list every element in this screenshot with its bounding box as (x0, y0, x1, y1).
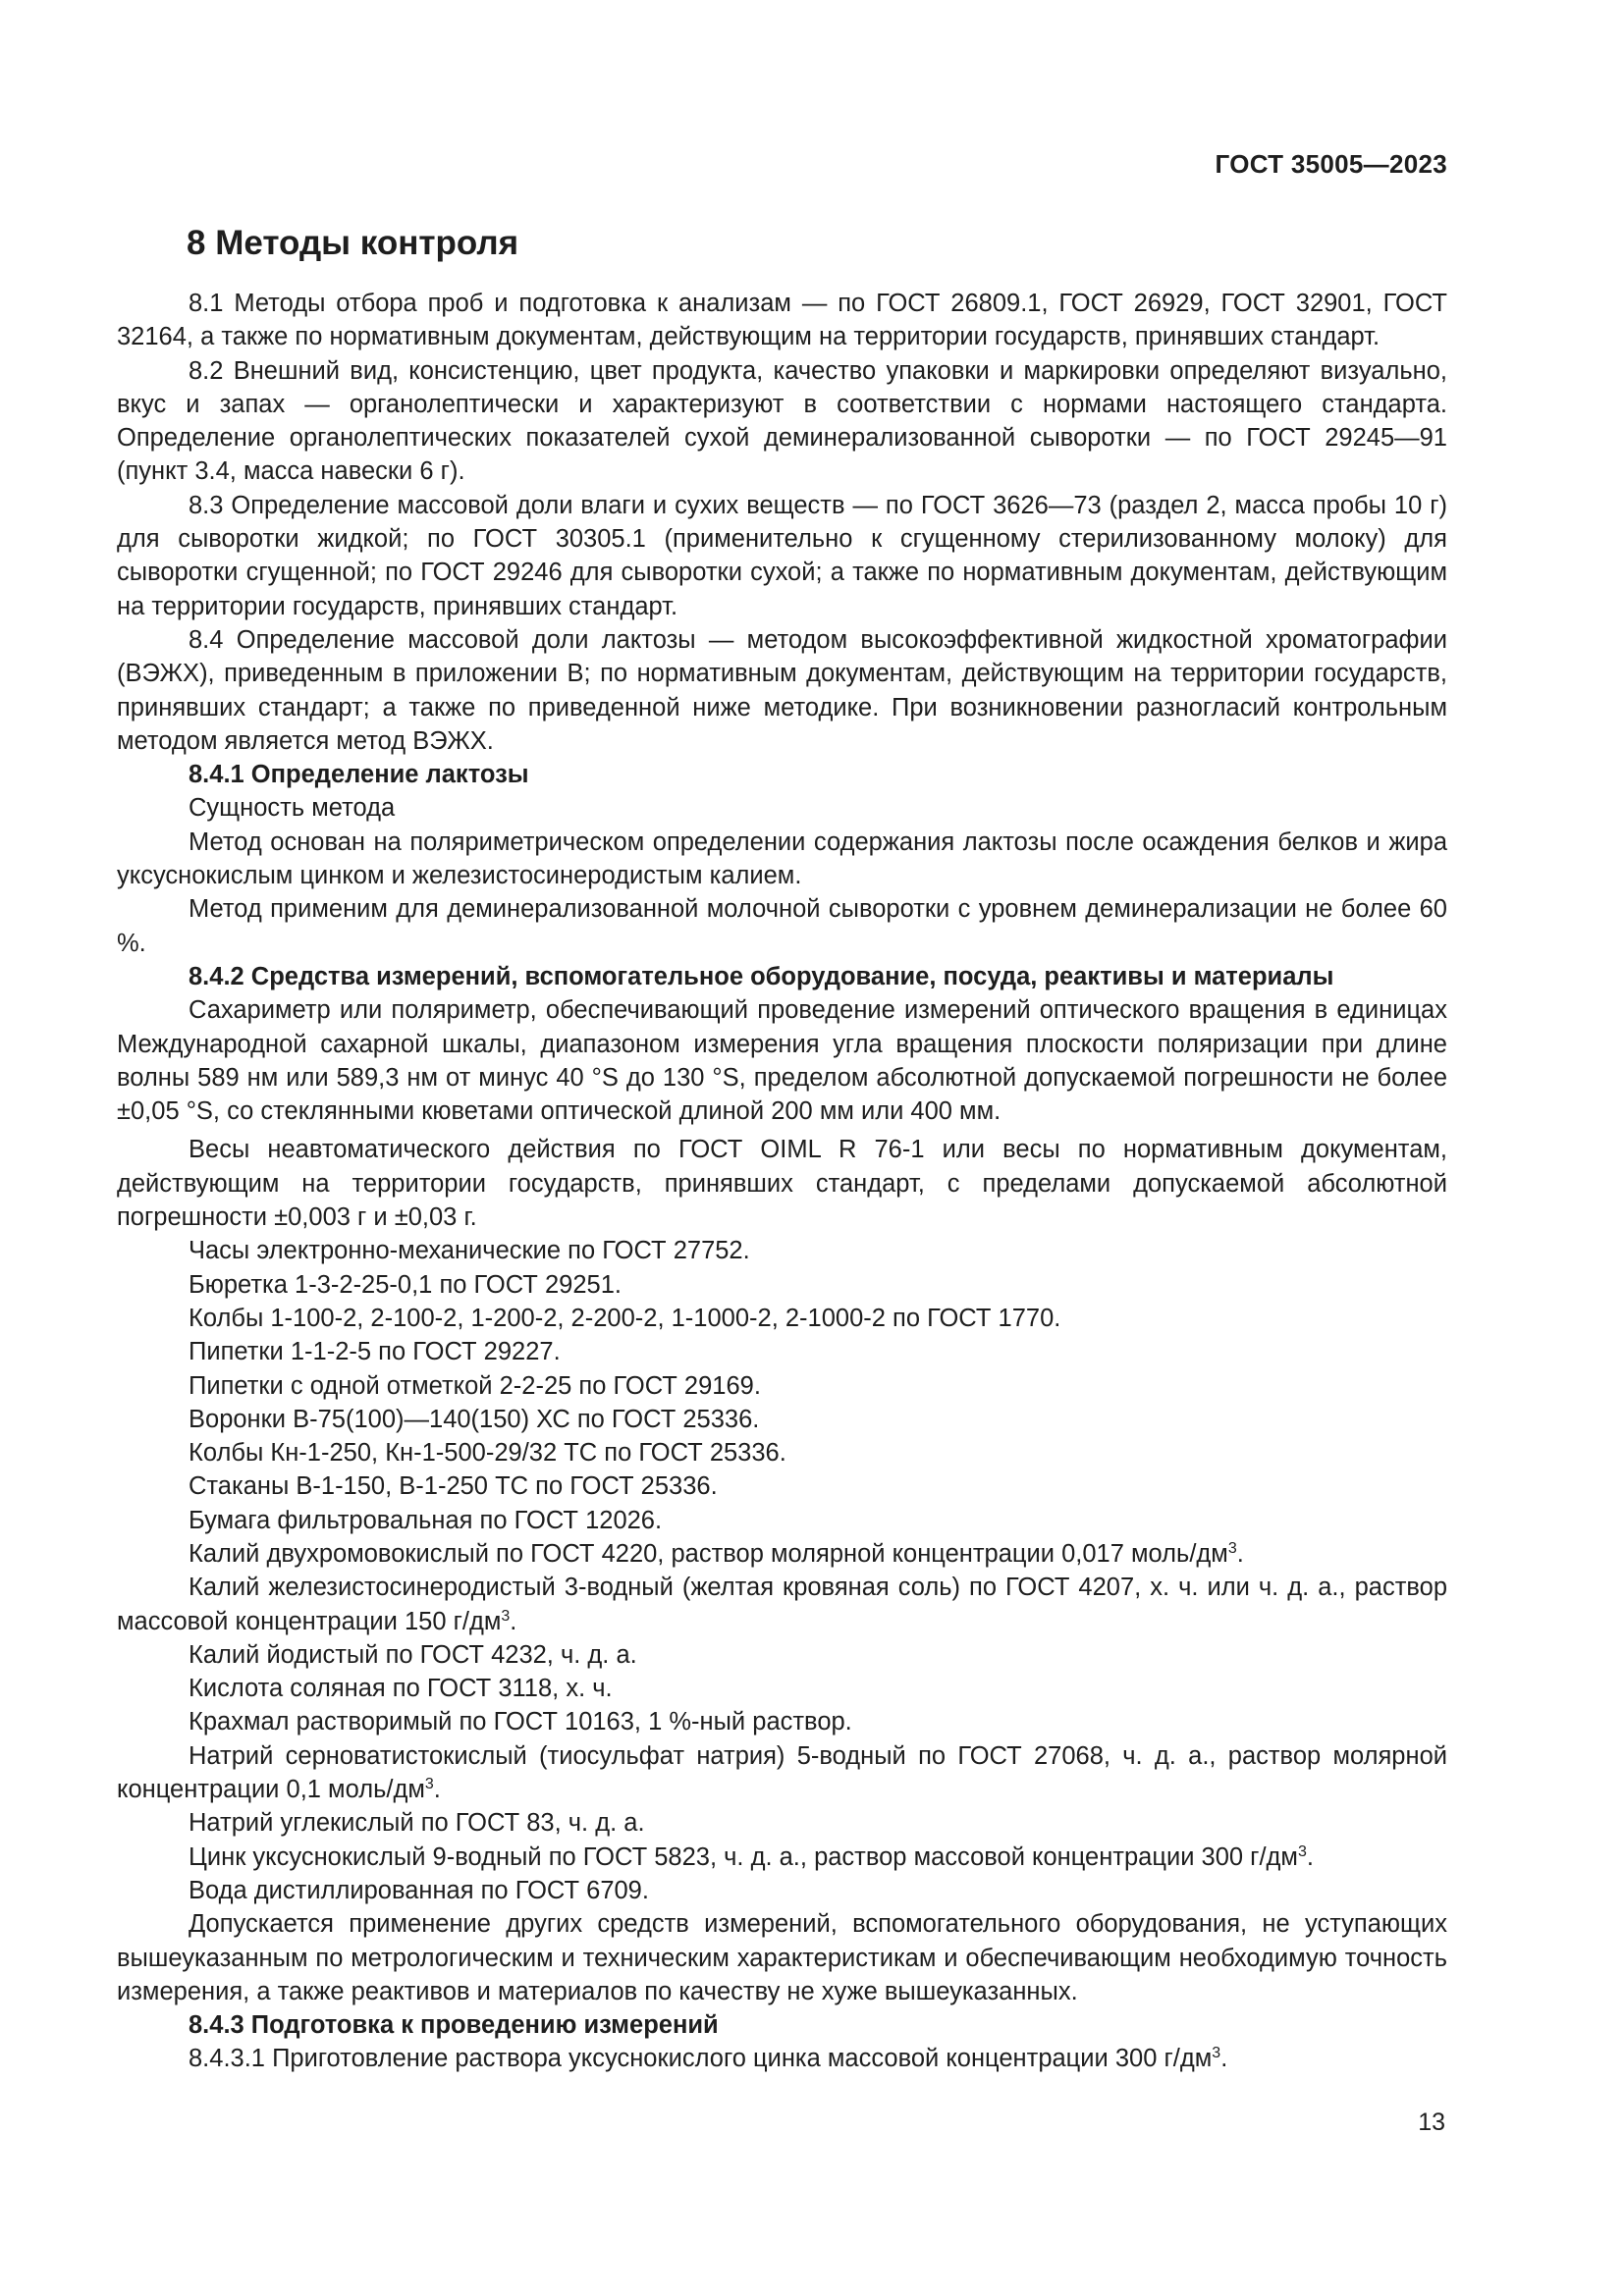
paragraph-text: Натрий серноватистокислый (тиосульфат натрия) 5-водный по ГОСТ 27068, ч. д. а., раствор молярной концентрации 0,1 моль/дм (117, 1741, 1447, 1804)
paragraph (117, 1436, 1447, 1469)
paragraph (117, 1302, 1447, 1335)
paragraph (117, 1234, 1447, 1267)
paragraph (117, 1806, 1447, 1840)
paragraph (117, 2042, 1447, 2075)
page-number: 13 (1418, 2109, 1445, 2136)
paragraph-text: Калий двухромовокислый по ГОСТ 4220, раствор молярной концентрации 0,017 моль/дм (189, 1539, 1228, 1568)
paragraph (117, 354, 1447, 489)
paragraph-text: 8.4.3 Подготовка к проведению измерений (189, 2011, 719, 2040)
paragraph-tail: . (510, 1607, 517, 1635)
paragraph-text: Метод основан на поляриметрическом определении содержания лактозы после осаждения белков и жира уксуснокислым цинком и железистосинеродистым калием. (117, 828, 1447, 890)
paragraph (117, 791, 1447, 825)
paragraph-text: Крахмал растворимый по ГОСТ 10163, 1 %-ный раствор. (189, 1708, 852, 1736)
paragraph-text: 8.4 Определение массовой доли лактозы — методом высокоэффективной жидкостной хроматографии (ВЭЖХ), приведенным в приложении В; по нормативным документам, действующим на территории государств, принявших стандарт; а также по приведенной ниже методике. При возникновении разногласий контрольным методом является метод ВЭЖХ. (117, 625, 1447, 755)
paragraph-text: 8.4.1 Определение лактозы (189, 761, 529, 789)
paragraph (117, 826, 1447, 893)
document-id-header: ГОСТ 35005—2023 (1215, 149, 1447, 179)
paragraph-text: Допускается применение других средств измерений, вспомогательного оборудования, не уступающих вышеуказанным по метрологическим и техническим характеристикам и обеспечивающим необходимую точность измерения, а также реактивов и материалов по качеству не хуже вышеуказанных. (117, 1910, 1447, 2005)
paragraph (117, 1739, 1447, 1807)
paragraph (117, 1907, 1447, 2008)
document-body (117, 287, 1447, 2076)
paragraph-text: Сущность метода (189, 794, 396, 823)
paragraph-text: Пипетки 1-1-2-5 по ГОСТ 29227. (189, 1338, 561, 1366)
paragraph (117, 1537, 1447, 1571)
paragraph-text: Метод применим для деминерализованной молочной сыворотки с уровнем деминерализации не более 60 %. (117, 895, 1447, 957)
paragraph-text: Бюретка 1-3-2-25-0,1 по ГОСТ 29251. (189, 1270, 622, 1299)
paragraph (117, 1369, 1447, 1403)
paragraph (117, 1403, 1447, 1436)
superscript: 3 (501, 1607, 511, 1625)
paragraph-tail: . (1236, 1539, 1244, 1568)
paragraph (117, 1335, 1447, 1368)
superscript: 3 (1227, 1539, 1237, 1557)
superscript: 3 (1212, 2045, 1221, 2062)
paragraph-text: Цинк уксуснокислый 9-водный по ГОСТ 5823, ч. д. а., раствор массовой концентрации 300 г/дм (189, 1842, 1298, 1871)
paragraph-text: Калий железистосинеродистый 3-водный (желтая кровяная соль) по ГОСТ 4207, х. ч. или ч. д. а., раствор массовой концентрации 150 г/дм (117, 1574, 1447, 1635)
paragraph-text: Сахариметр или поляриметр, обеспечивающий проведение измерений оптического вращения в единицах Международной сахарной шкалы, диапазоном измерения угла вращения плоскости поляризации при длине волны 589 нм или 589,3 нм от минус 40 °S до 130 °S, пределом абсолютной допускаемой погрешности не более ±0,05 °S, со стеклянными кюветами оптической длиной 200 мм или 400 мм. (117, 996, 1447, 1126)
section-title: 8 Методы контроля (187, 224, 519, 262)
paragraph (117, 1571, 1447, 1638)
paragraph (117, 1469, 1447, 1503)
superscript: 3 (1297, 1842, 1307, 1860)
paragraph-text: Пипетки с одной отметкой 2-2-25 по ГОСТ 29169. (189, 1371, 761, 1400)
paragraph-text: Весы неавтоматического действия по ГОСТ OIML R 76-1 или весы по нормативным документам, действующим на территории государств, принявших стандарт, с пределами допускаемой абсолютной погрешности ±0,003 г и ±0,03 г. (117, 1136, 1447, 1232)
paragraph (117, 993, 1447, 1128)
paragraph-tail: . (1220, 2045, 1228, 2073)
superscript: 3 (424, 1776, 434, 1793)
paragraph (117, 623, 1447, 758)
paragraph (117, 892, 1447, 960)
paragraph-text: 8.4.2 Средства измерений, вспомогательное оборудование, посуда, реактивы и материалы (189, 962, 1334, 990)
subsection-heading (117, 2008, 1447, 2042)
paragraph-text: Бумага фильтровальная по ГОСТ 12026. (189, 1506, 663, 1534)
paragraph-text: Вода дистиллированная по ГОСТ 6709. (189, 1876, 649, 1904)
paragraph (117, 1874, 1447, 1907)
paragraph-text: 8.4.3.1 Приготовление раствора уксуснокислого цинка массовой концентрации 300 г/дм (189, 2045, 1213, 2073)
paragraph-text: Натрий углекислый по ГОСТ 83, ч. д. а. (189, 1809, 645, 1838)
paragraph (117, 1133, 1447, 1234)
paragraph-tail: . (1306, 1842, 1314, 1871)
paragraph (117, 1638, 1447, 1672)
paragraph-text: Калий йодистый по ГОСТ 4232, ч. д. а. (189, 1640, 637, 1669)
subsection-heading (117, 960, 1447, 993)
paragraph (117, 1268, 1447, 1302)
paragraph-text: Часы электронно-механические по ГОСТ 27752. (189, 1237, 750, 1265)
paragraph-text: Стаканы В-1-150, В-1-250 ТС по ГОСТ 25336. (189, 1472, 718, 1501)
paragraph (117, 1672, 1447, 1705)
paragraph-text: 8.3 Определение массовой доли влаги и сухих веществ — по ГОСТ 3626—73 (раздел 2, масса пробы 10 г) для сыворотки жидкой; по ГОСТ 30305.1 (применительно к сгущенному стерилизованному молоку) для сыворотки сгущенной; по ГОСТ 29246 для сыворотки сухой; а также по нормативным документам, действующим на территории государств, принявших стандарт. (117, 491, 1447, 620)
paragraph-text: 8.2 Внешний вид, консистенцию, цвет продукта, качество упаковки и маркировки определяют визуально, вкус и запах — органолептически и характеризуют в соответствии с нормами настоящего стандарта. Определение органолептических показателей сухой деминерализованной сыворотки — по ГОСТ 29245—91 (пункт 3.4, масса навески 6 г). (117, 356, 1447, 486)
paragraph (117, 287, 1447, 354)
paragraph (117, 1841, 1447, 1874)
subsection-heading (117, 758, 1447, 791)
paragraph (117, 489, 1447, 623)
paragraph-text: Колбы Кн-1-250, Кн-1-500-29/32 ТС по ГОСТ 25336. (189, 1439, 786, 1468)
paragraph (117, 1705, 1447, 1738)
paragraph-text: Кислота соляная по ГОСТ 3118, х. ч. (189, 1675, 613, 1703)
paragraph-text: 8.1 Методы отбора проб и подготовка к анализам — по ГОСТ 26809.1, ГОСТ 26929, ГОСТ 32901, ГОСТ 32164, а также по нормативным документам, действующим на территории государств, принявших стандарт. (117, 290, 1447, 351)
paragraph-text: Колбы 1-100-2, 2-100-2, 1-200-2, 2-200-2, 1-1000-2, 2-1000-2 по ГОСТ 1770. (189, 1304, 1061, 1332)
paragraph (117, 1504, 1447, 1537)
paragraph-text: Воронки В-75(100)—140(150) ХС по ГОСТ 25336. (189, 1405, 760, 1433)
paragraph-tail: . (433, 1776, 441, 1804)
